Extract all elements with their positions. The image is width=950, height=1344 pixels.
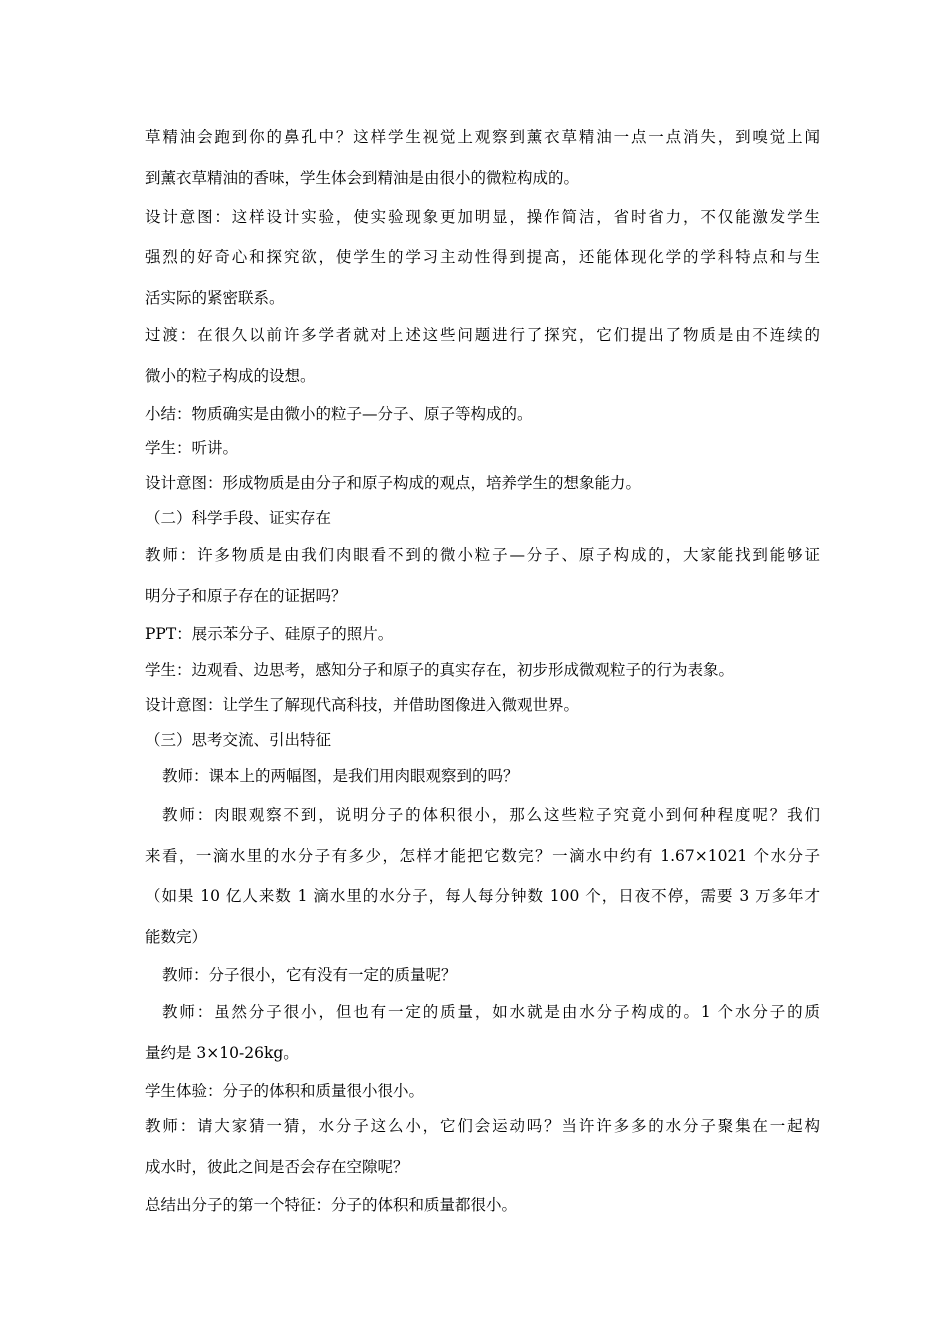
paragraph-line: 总结出分子的第一个特征：分子的体积和质量都很小。 (145, 1196, 518, 1214)
section-heading: （二）科学手段、证实存在 (145, 509, 332, 527)
paragraph-line: 学生：边观看、边思考，感知分子和原子的真实存在，初步形成微观粒子的行为表象。 (145, 661, 735, 679)
paragraph-line: 设计意图：让学生了解现代高科技，并借助图像进入微观世界。 (145, 696, 580, 714)
paragraph-line: 活实际的紧密联系。 (145, 289, 285, 307)
paragraph-line: （如果 10 亿人来数 1 滴水里的水分子，每人每分钟数 100 个，日夜不停，需要 3 万多年才 (145, 887, 820, 905)
paragraph-line: 小结：物质确实是由微小的粒子—分子、原子等构成的。 (145, 405, 533, 423)
paragraph-line: 强烈的好奇心和探究欲，使学生的学习主动性得到提高，还能体现化学的学科特点和与生 (145, 248, 820, 266)
paragraph-line: 来看，一滴水里的水分子有多少，怎样才能把它数完？一滴水中约有 1.67×1021 个水分子 (145, 847, 820, 865)
paragraph-line: 明分子和原子存在的证据吗？ (145, 587, 347, 605)
paragraph-line: 设计意图：形成物质是由分子和原子构成的观点，培养学生的想象能力。 (145, 474, 642, 492)
paragraph-line: 教师：许多物质是由我们肉眼看不到的微小粒子—分子、原子构成的，大家能找到能够证 (145, 546, 820, 564)
paragraph-line: 教师：分子很小，它有没有一定的质量呢？ (162, 966, 457, 984)
paragraph-line: PPT：展示苯分子、硅原子的照片。 (145, 625, 394, 643)
paragraph-line: 过渡：在很久以前许多学者就对上述这些问题进行了探究，它们提出了物质是由不连续的 (145, 326, 820, 344)
paragraph-line: 成水时，彼此之间是否会存在空隙呢？ (145, 1158, 409, 1176)
paragraph-line: 设计意图：这样设计实验，使实验现象更加明显，操作简洁，省时省力，不仅能激发学生 (145, 208, 820, 226)
paragraph-line: 学生：听讲。 (145, 439, 239, 457)
paragraph-line: 量约是 3×10-26kg。 (145, 1044, 299, 1062)
paragraph-line: 教师：虽然分子很小，但也有一定的质量，如水就是由水分子构成的。1 个水分子的质 (162, 1003, 820, 1021)
paragraph-line: 到薰衣草精油的香味，学生体会到精油是由很小的微粒构成的。 (145, 169, 580, 187)
paragraph-line: 微小的粒子构成的设想。 (145, 367, 316, 385)
paragraph-line: 能数完） (145, 928, 208, 946)
paragraph-line: 草精油会跑到你的鼻孔中？这样学生视觉上观察到薰衣草精油一点一点消失，到嗅觉上闻 (145, 128, 820, 146)
paragraph-line: 教师：请大家猜一猜，水分子这么小，它们会运动吗？当许许多多的水分子聚集在一起构 (145, 1117, 820, 1135)
paragraph-line: 学生体验：分子的体积和质量很小很小。 (145, 1082, 425, 1100)
section-heading: （三）思考交流、引出特征 (145, 731, 332, 749)
paragraph-line: 教师：课本上的两幅图，是我们用肉眼观察到的吗？ (162, 767, 519, 785)
paragraph-line: 教师：肉眼观察不到，说明分子的体积很小，那么这些粒子究竟小到何种程度呢？我们 (162, 806, 820, 824)
